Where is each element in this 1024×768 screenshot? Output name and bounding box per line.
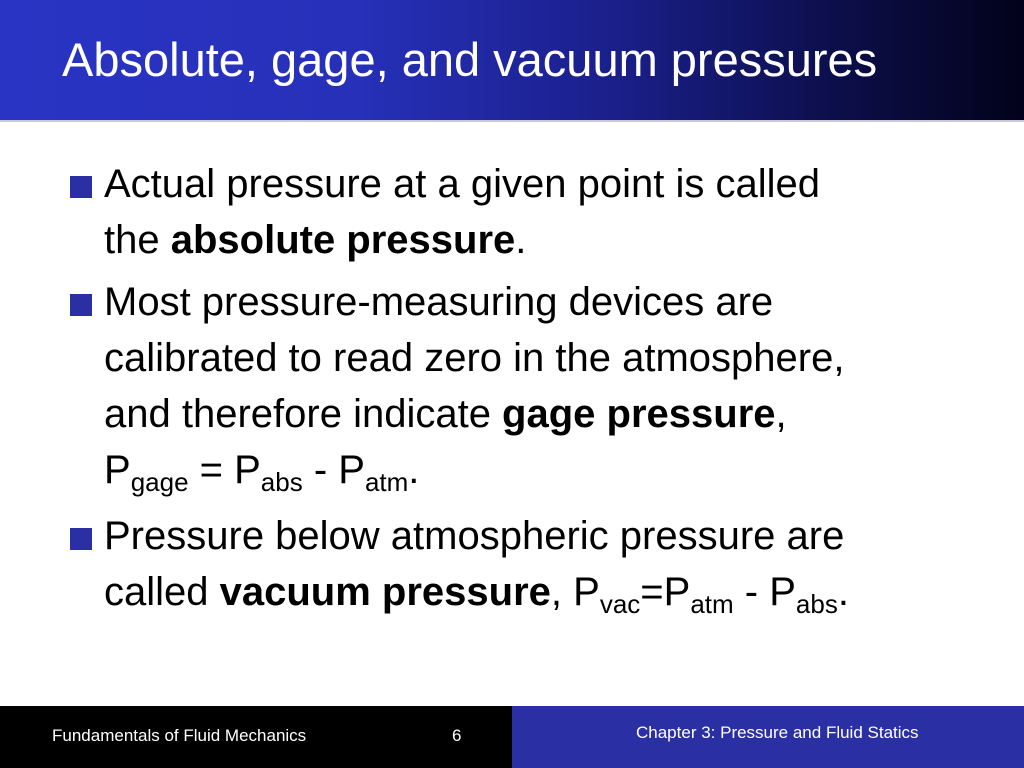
bullet-text: and therefore indicate (104, 392, 503, 436)
bold-term: vacuum pressure (219, 570, 551, 614)
footer-page-number: 6 (452, 726, 462, 745)
eq-symbol: , P (550, 570, 600, 614)
eq-symbol: . (408, 448, 420, 492)
bullet-vacuum-pressure (70, 508, 970, 624)
bullet-text-line: calibrated to read zero in the atmosphere, (104, 336, 845, 380)
square-bullet-icon (70, 176, 92, 198)
bullet-text-line: Pressure below atmospheric pressure are (104, 514, 845, 558)
eq-symbol: P (104, 448, 131, 492)
footer-left-panel (0, 706, 512, 768)
bold-term: absolute pressure (170, 218, 516, 262)
title-divider (0, 120, 1024, 122)
eq-symbol: - P (302, 448, 365, 492)
bullet-text-line: Actual pressure at a given point is called (104, 162, 820, 206)
eq-subscript: abs (795, 589, 838, 619)
eq-subscript: atm (690, 589, 734, 619)
bullet-text: , (775, 392, 787, 436)
eq-subscript: gage (130, 467, 189, 497)
title-bar (0, 0, 1024, 120)
slide-content (70, 156, 970, 630)
bullet-text-line (104, 386, 970, 442)
bullet-absolute-pressure (70, 156, 970, 268)
eq-symbol: . (837, 570, 849, 614)
footer-right-panel (512, 706, 1024, 768)
square-bullet-icon (70, 294, 92, 316)
bullet-text-line (104, 564, 970, 624)
eq-subscript: abs (260, 467, 303, 497)
bullet-text-line: Most pressure-measuring devices are (104, 280, 774, 324)
bullet-text: called (104, 570, 220, 614)
eq-symbol: - P (733, 570, 796, 614)
eq-subscript: vac (599, 589, 641, 619)
bullet-text: the (104, 218, 171, 262)
slide-title: Absolute, gage, and vacuum pressures (62, 33, 878, 86)
bullet-text: . (515, 218, 527, 262)
bold-term: gage pressure (502, 392, 776, 436)
eq-symbol: = P (188, 448, 261, 492)
footer-chapter-title: Chapter 3: Pressure and Fluid Statics (636, 723, 919, 742)
eq-subscript: atm (364, 467, 409, 497)
bullet-text-line (104, 212, 970, 268)
equation-gage (104, 442, 970, 502)
eq-symbol: =P (640, 570, 691, 614)
square-bullet-icon (70, 528, 92, 550)
footer-course-title: Fundamentals of Fluid Mechanics (52, 726, 307, 745)
bullet-gage-pressure (70, 274, 970, 502)
